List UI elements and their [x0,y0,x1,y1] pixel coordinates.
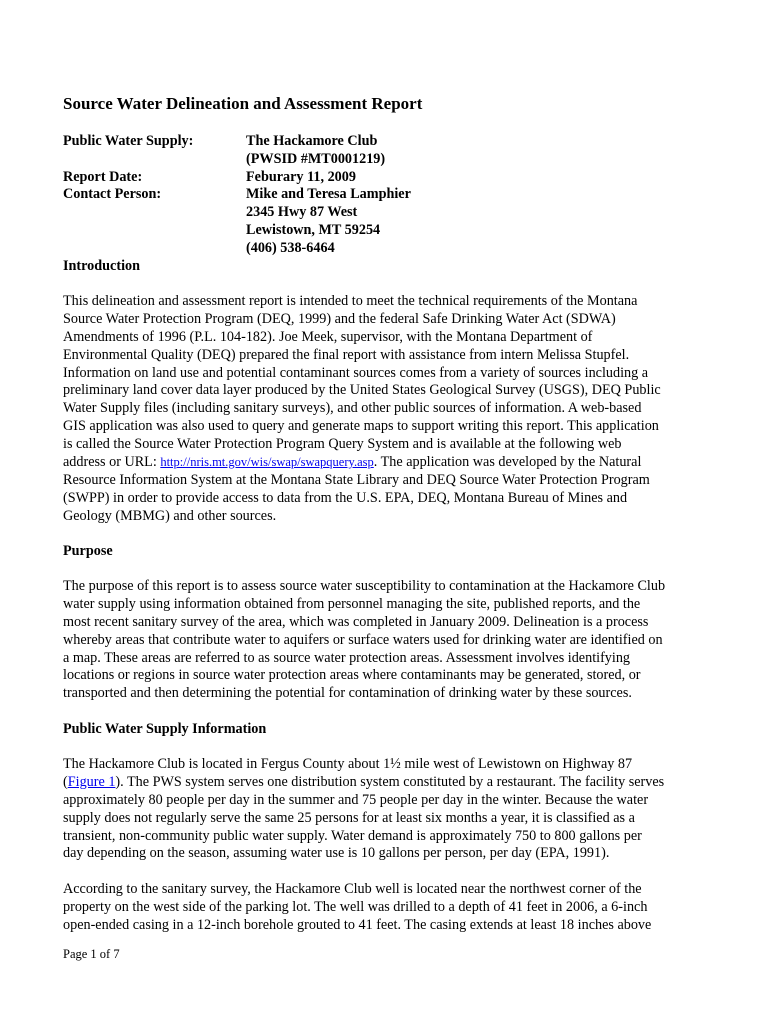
text-line: Environmental Quality (DEQ) prepared the final report with assistance from intern Melissa Stupfel. [63,346,630,363]
swap-query-link[interactable]: http://nris.mt.gov/wis/swap/swapquery.asp [160,455,374,470]
contact-phone: (406) 538-6464 [246,239,335,256]
text-line: water supply using information obtained from personnel managing the site, published reports, and the [63,595,641,612]
text-line: approximately 80 people per day in the summer and 75 people per day in the winter. Because the water [63,791,649,808]
pws-name: The Hackamore Club [246,133,378,149]
introduction-heading: Introduction [63,258,140,274]
url-suffix: . The application was developed by the Natural [373,454,642,471]
paren-open: ( [63,773,68,790]
text-line: Information on land use and potential contaminant sources comes from a variety of sources including a [63,364,649,381]
contact-city: Lewistown, MT 59254 [246,221,381,238]
text-line: The purpose of this report is to assess source water susceptibility to contamination at the Hackamore Club [63,578,666,594]
text-line: Resource Information System at the Montana State Library and DEQ Source Water Protection Program [63,471,650,488]
text-line: Water Supply files (including sanitary surveys), and other public sources of information. A web-based [63,400,642,417]
text-line: Amendments of 1996 (P.L. 104-182). Joe Meek, supervisor, with the Montana Department of [63,328,593,345]
text-line: whereby areas that contribute water to aquifers or surface waters used for drinking water are identified on [63,631,663,648]
purpose-heading: Purpose [63,543,113,559]
pws-label: Public Water Supply: [63,133,194,149]
text-line: property on the west side of the parking lot. The well was drilled to a depth of 41 feet in 2006, a 6-inch [63,898,648,915]
text-line [63,774,713,792]
text-line: The Hackamore Club is located in Fergus County about 1½ mile west of Lewistown on Highway 87 [63,756,633,772]
text-line: most recent sanitary survey of the area, which was completed in January 2009. Delineation is a process [63,613,649,630]
introduction-paragraph [63,293,713,526]
metadata-values [246,133,411,258]
pws-info-heading: Public Water Supply Information [63,721,267,737]
text-line: Geology (MBMG) and other sources. [63,507,277,524]
text-line: preliminary land cover data layer produced by the United States Geological Survey (USGS), DEQ Public [63,382,661,399]
text-line: According to the sanitary survey, the Hackamore Club well is located near the northwest corner of the [63,881,642,897]
contact-label: Contact Person: [63,186,162,203]
text-line: supply does not regularly serve the same 25 persons for at least six months a year, it is classified as a [63,809,635,826]
text-line: is called the Source Water Protection Program Query System and is available at the following web [63,436,622,453]
figure-1-link[interactable]: Figure 1 [67,773,116,790]
contact-name: Mike and Teresa Lamphier [246,186,411,203]
well-paragraph [63,881,713,935]
text-line [63,454,713,472]
contact-address: 2345 Hwy 87 West [246,204,358,221]
text-line: open-ended casing in a 12-inch borehole grouted to 41 feet. The casing extends at least 18 inches above [63,916,652,933]
text-line: transient, non-community public water supply. Water demand is approximately 750 to 800 gallons per [63,827,642,844]
text-line: locations or regions in source water protection areas where contaminants may be generated, stored, or [63,667,641,684]
text-line: day depending on the season, assuming water use is 10 gallons per person, per day (EPA, 1991). [63,845,610,862]
purpose-paragraph [63,578,713,703]
text-line: GIS application was also used to query and generate maps to support writing this report. This application [63,418,659,435]
report-date: Feburary 11, 2009 [246,168,356,185]
report-title: Source Water Delineation and Assessment Report [63,94,423,113]
url-prefix: address or URL: [63,454,161,471]
pwsid: (PWSID #MT0001219) [246,150,386,167]
page-number: Page 1 of 7 [63,947,120,961]
text-line: (SWPP) in order to provide access to data from the U.S. EPA, DEQ, Montana Bureau of Mines and [63,489,628,506]
text-line: Source Water Protection Program (DEQ, 1999) and the federal Safe Drinking Water Act (SDWA) [63,310,616,327]
pws-info-paragraph [63,756,713,863]
text-line: This delineation and assessment report is intended to meet the technical requirements of the Montana [63,293,638,309]
figure-sentence: ). The PWS system serves one distribution system constituted by a restaurant. The facility serves [115,773,665,790]
text-line: transported and then determining the potential for contamination of drinking water by these sources. [63,685,632,702]
text-line: a map. These areas are referred to as source water protection areas. Assessment involves identifying [63,649,631,666]
report-date-label: Report Date: [63,168,143,185]
